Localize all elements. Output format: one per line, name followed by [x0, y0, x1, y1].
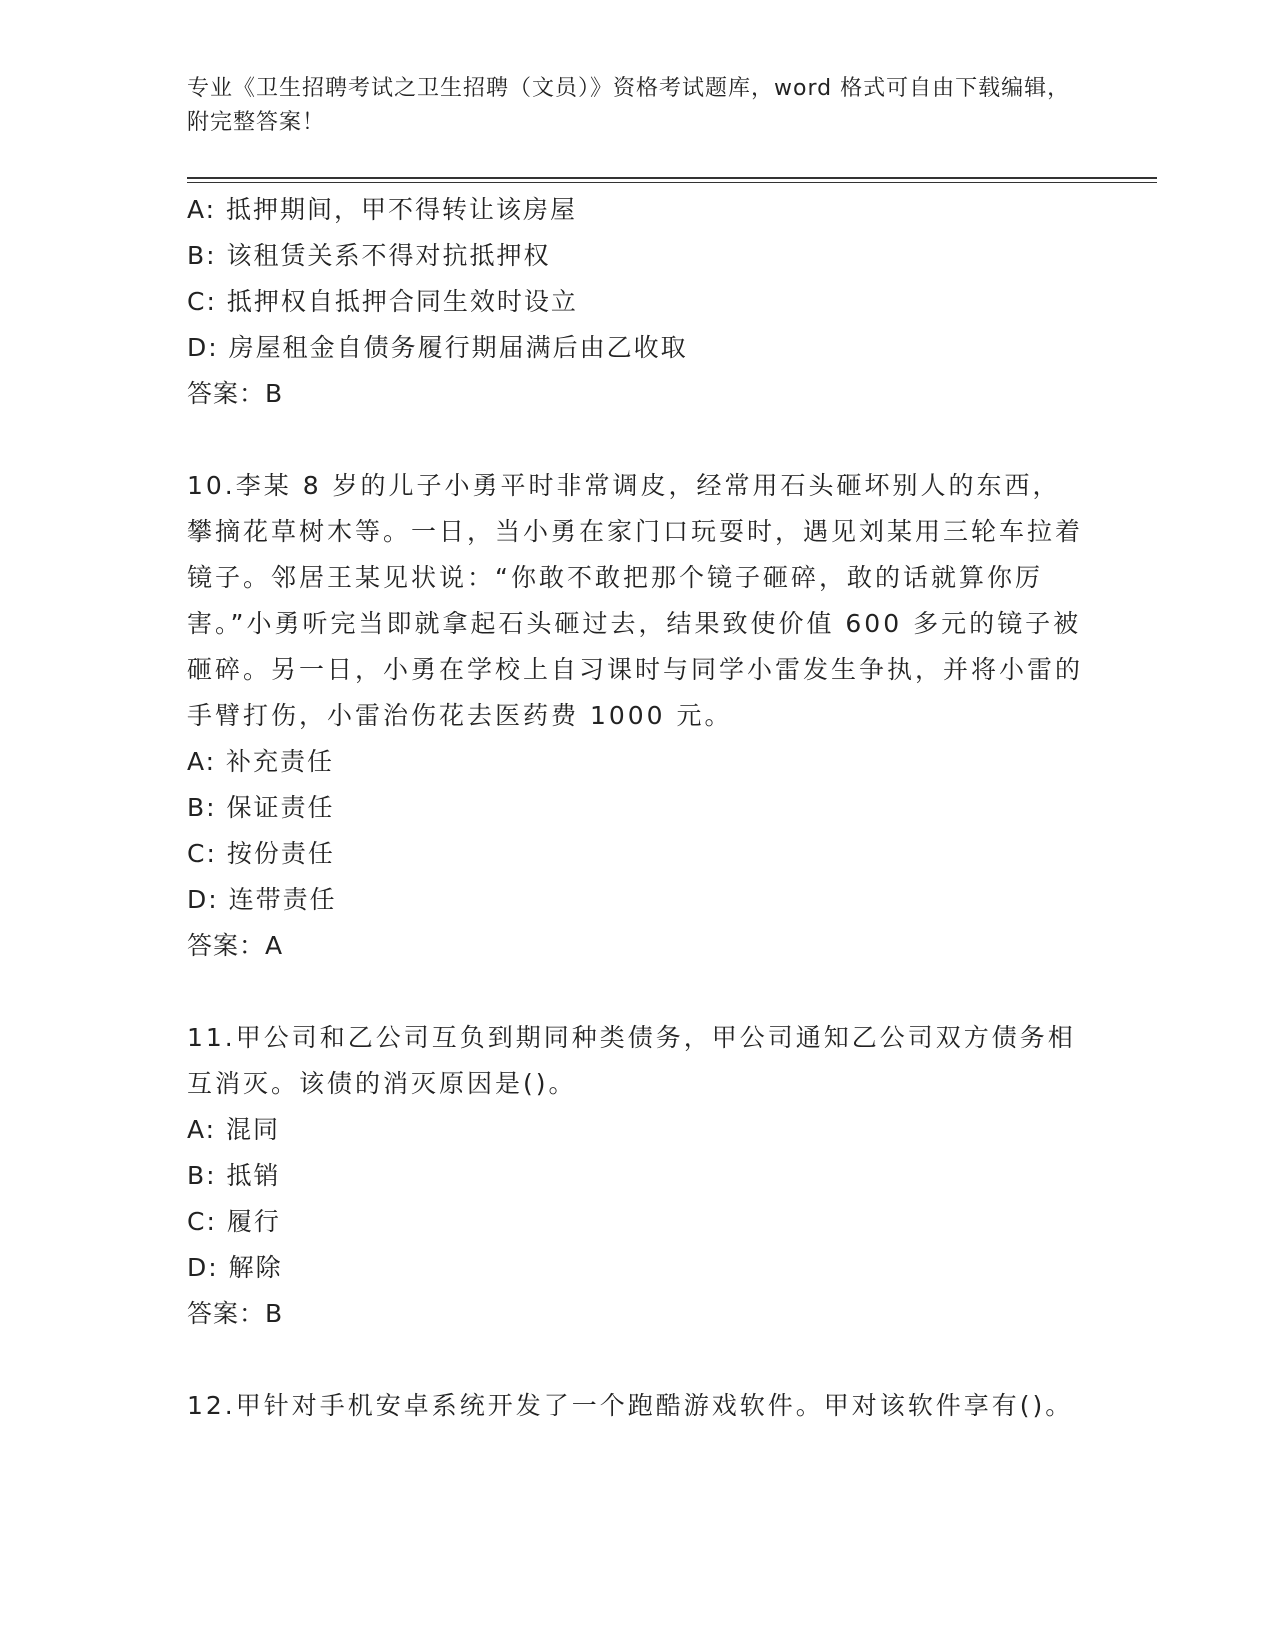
q11-option-d: D: 解除 [187, 1253, 283, 1282]
q9-option-c: C: 抵押权自抵押合同生效时设立 [187, 287, 578, 316]
q10-option-a: A: 补充责任 [187, 747, 335, 776]
header-divider [187, 177, 1157, 179]
q11-option-c: C: 履行 [187, 1207, 281, 1236]
document-intro: 专业《卫生招聘考试之卫生招聘（文员）》资格考试题库，word 格式可自由下载编辑，附完整答案！ [187, 76, 1071, 135]
q11-option-b: B: 抵销 [187, 1161, 281, 1190]
q9-option-a: A: 抵押期间，甲不得转让该房屋 [187, 195, 578, 224]
q11-option-a: A: 混同 [187, 1115, 281, 1144]
spacer [187, 969, 1087, 1015]
q10-option-b: B: 保证责任 [187, 793, 335, 822]
q9-answer: 答案：B [187, 379, 284, 408]
q12-question: 12.甲针对手机安卓系统开发了一个跑酷游戏软件。甲对该软件享有()。 [187, 1391, 1074, 1420]
question-content [187, 187, 1087, 1429]
q10-option-d: D: 连带责任 [187, 885, 337, 914]
spacer [187, 417, 1087, 463]
spacer [187, 1337, 1087, 1383]
q9-option-d: D: 房屋租金自债务履行期届满后由乙收取 [187, 333, 688, 362]
q10-question: 10.李某 8 岁的儿子小勇平时非常调皮，经常用石头砸坏别人的东西，攀摘花草树木等。一日，当小勇在家门口玩耍时，遇见刘某用三轮车拉着镜子。邻居王某见状说：“你敢不敢把那个镜子砸碎，敢的话就算你厉害。”小勇听完当即就拿起石头砸过去，结果致使价值 600 多元的镜子被砸碎。另一日，小勇在学校上自习课时与同学小雷发生争执，并将小雷的手臂打伤，小雷治伤花去医药费 1000 元。 [187, 471, 1084, 730]
q11-answer: 答案：B [187, 1299, 284, 1328]
header-divider-thin [187, 182, 1157, 183]
q10-answer: 答案：A [187, 931, 284, 960]
q10-option-c: C: 按份责任 [187, 839, 335, 868]
q11-question: 11.甲公司和乙公司互负到期同种类债务，甲公司通知乙公司双方债务相互消灭。该债的消灭原因是()。 [187, 1023, 1076, 1098]
q9-option-b: B: 该租赁关系不得对抗抵押权 [187, 241, 551, 270]
